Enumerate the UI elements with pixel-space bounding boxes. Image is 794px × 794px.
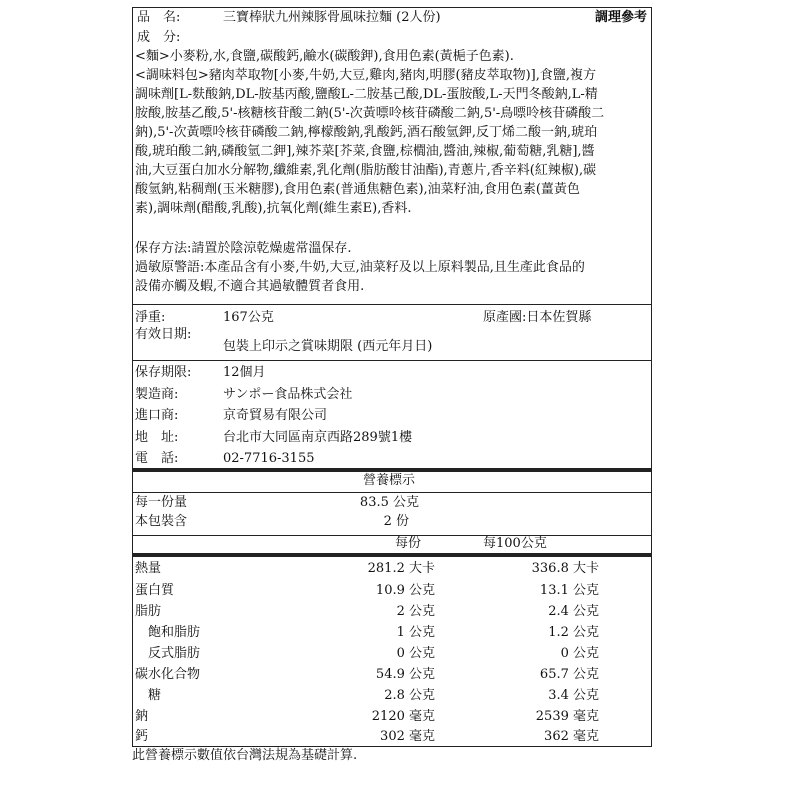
nutrient-per-100g: 336.8 大卡 [531, 561, 599, 576]
nutrient-per-serving: 1 公克 [396, 625, 435, 640]
address-label: 地 址: [135, 430, 179, 445]
nutrition-footnote: 此營養標示數值依台灣法規為基礎計算. [132, 748, 358, 763]
nutrient-name: 碳水化合物 [135, 667, 201, 682]
servings-per-pack-label: 本包裝含 [135, 514, 188, 529]
divider [133, 492, 651, 493]
manufacturer-label: 製造商: [135, 387, 179, 402]
serving-size-label: 每一份量 [135, 495, 188, 510]
allergen-warning: 設備亦觸及蝦,不適合其過敏體質者食用. [135, 279, 365, 294]
importer: 京奇貿易有限公司 [223, 408, 328, 423]
allergen-warning: 過敏原警語:本產品含有小麥,牛奶,大豆,油菜籽及以上原料製品,且生產此食品的 [135, 260, 585, 275]
nutrient-per-serving: 2120 毫克 [371, 709, 435, 724]
nutrient-per-100g: 3.4 公克 [548, 688, 599, 703]
origin-country: 原產國:日本佐賀縣 [483, 310, 592, 325]
ingredients-line: <麵>小麥粉,水,食鹽,碳酸鈣,鹼水(碳酸鉀),食用色素(黃梔子色素). [135, 49, 514, 64]
divider-thick [133, 468, 651, 472]
ingredients-line: 鈉),5'-次黃嘌呤核苷磷酸二鈉,檸檬酸鈉,乳酸鈣,酒石酸氫鉀,反丁烯二酸一鈉,琥珀 [135, 125, 598, 140]
nutrient-per-100g: 2.4 公克 [548, 604, 599, 619]
nutrient-per-serving: 54.9 公克 [375, 667, 435, 682]
serving-size-value: 83.5 公克 [359, 495, 419, 510]
ingredients-line: <調味料包>豬肉萃取物[小麥,牛奶,大豆,雞肉,豬肉,明膠(豬皮萃取物)],食鹽,複方 [135, 68, 596, 83]
expiry-date-note: 包裝上印示之賞味期限 (西元年月日) [223, 339, 433, 354]
nutrient-name: 糖 [135, 688, 162, 703]
nutrient-per-serving: 0 公克 [396, 646, 435, 661]
nutrient-per-100g: 362 毫克 [544, 729, 599, 744]
phone-label: 電 話: [135, 451, 179, 466]
nutrient-name: 鈉 [135, 709, 149, 724]
reference-note: 調理參考 [594, 10, 647, 25]
ingredients-line: 素),調味劑(醋酸,乳酸),抗氧化劑(維生素E),香料. [135, 201, 412, 216]
nutrient-per-100g: 0 公克 [560, 646, 599, 661]
storage-method: 保存方法:請置於陰涼乾燥處常溫保存. [135, 241, 352, 256]
nutrient-per-serving: 10.9 公克 [375, 583, 435, 598]
phone-number: 02-7716-3155 [223, 451, 315, 466]
net-weight: 167公克 [223, 310, 274, 325]
nutrient-per-100g: 1.2 公克 [548, 625, 599, 640]
ingredients-line: 酸,琥珀酸二鈉,磷酸氫二鉀],辣芥菜[芥菜,食鹽,棕櫚油,醬油,辣椒,葡萄糖,乳糖],醬 [135, 144, 595, 159]
nutrient-name: 熱量 [135, 561, 162, 576]
divider [133, 304, 651, 305]
ingredients-line: 酸氫鈉,粘稠劑(玉米糖膠),食用色素(普通焦糖色素),油菜籽油,食用色素(薑黃色 [135, 182, 580, 197]
address: 台北市大同區南京西路289號1樓 [223, 430, 413, 445]
nutrient-per-100g: 2539 毫克 [535, 709, 599, 724]
nutrient-name: 飽和脂肪 [135, 625, 201, 640]
divider-thick [133, 553, 651, 557]
nutrient-name: 鈣 [135, 729, 149, 744]
ingredients-line: 調味劑[L-麩酸鈉,DL-胺基丙酸,鹽酸L-二胺基己酸,DL-蛋胺酸,L-天門冬酸鈉,L-精 [135, 87, 598, 102]
expiry-label: 有效日期: [135, 327, 192, 342]
shelf-life-label: 保存期限: [135, 365, 192, 380]
nutrient-name: 蛋白質 [135, 583, 175, 598]
shelf-life: 12個月 [223, 365, 266, 380]
product-name-label: 品 名: [137, 10, 181, 25]
net-weight-label: 淨重: [135, 310, 166, 325]
nutrient-name: 反式脂肪 [135, 646, 201, 661]
divider [133, 535, 651, 536]
column-header-per-serving: 每份 [395, 536, 422, 551]
importer-label: 進口商: [135, 408, 179, 423]
nutrient-per-serving: 302 毫克 [380, 729, 435, 744]
nutrient-per-100g: 13.1 公克 [539, 583, 599, 598]
column-header-per-100g: 每100公克 [483, 536, 547, 551]
divider [133, 360, 651, 361]
nutrient-per-serving: 2 公克 [396, 604, 435, 619]
nutrition-label-box [132, 7, 652, 747]
nutrient-name: 脂肪 [135, 604, 162, 619]
manufacturer: サンポー食品株式会社 [223, 387, 353, 402]
ingredients-label: 成 分: [137, 30, 181, 45]
nutrient-per-100g: 65.7 公克 [539, 667, 599, 682]
nutrient-per-serving: 281.2 大卡 [367, 561, 435, 576]
nutrient-per-serving: 2.8 公克 [384, 688, 435, 703]
ingredients-line: 胺酸,胺基乙酸,5'-核糖核苷酸二鈉(5'-次黃嘌呤核苷磷酸二鈉,5'-鳥嘌呤核苷磷酸二 [135, 106, 605, 121]
servings-per-pack-value: 2 份 [383, 514, 409, 529]
product-name: 三寶棒狀九州辣豚骨風味拉麵 (2人份) [223, 10, 441, 25]
ingredients-line: 油,大豆蛋白加水分解物,纖維素,乳化劑(脂肪酸甘油酯),青蔥片,香辛料(紅辣椒),碳 [135, 163, 597, 178]
nutrition-title: 營養標示 [363, 473, 416, 488]
